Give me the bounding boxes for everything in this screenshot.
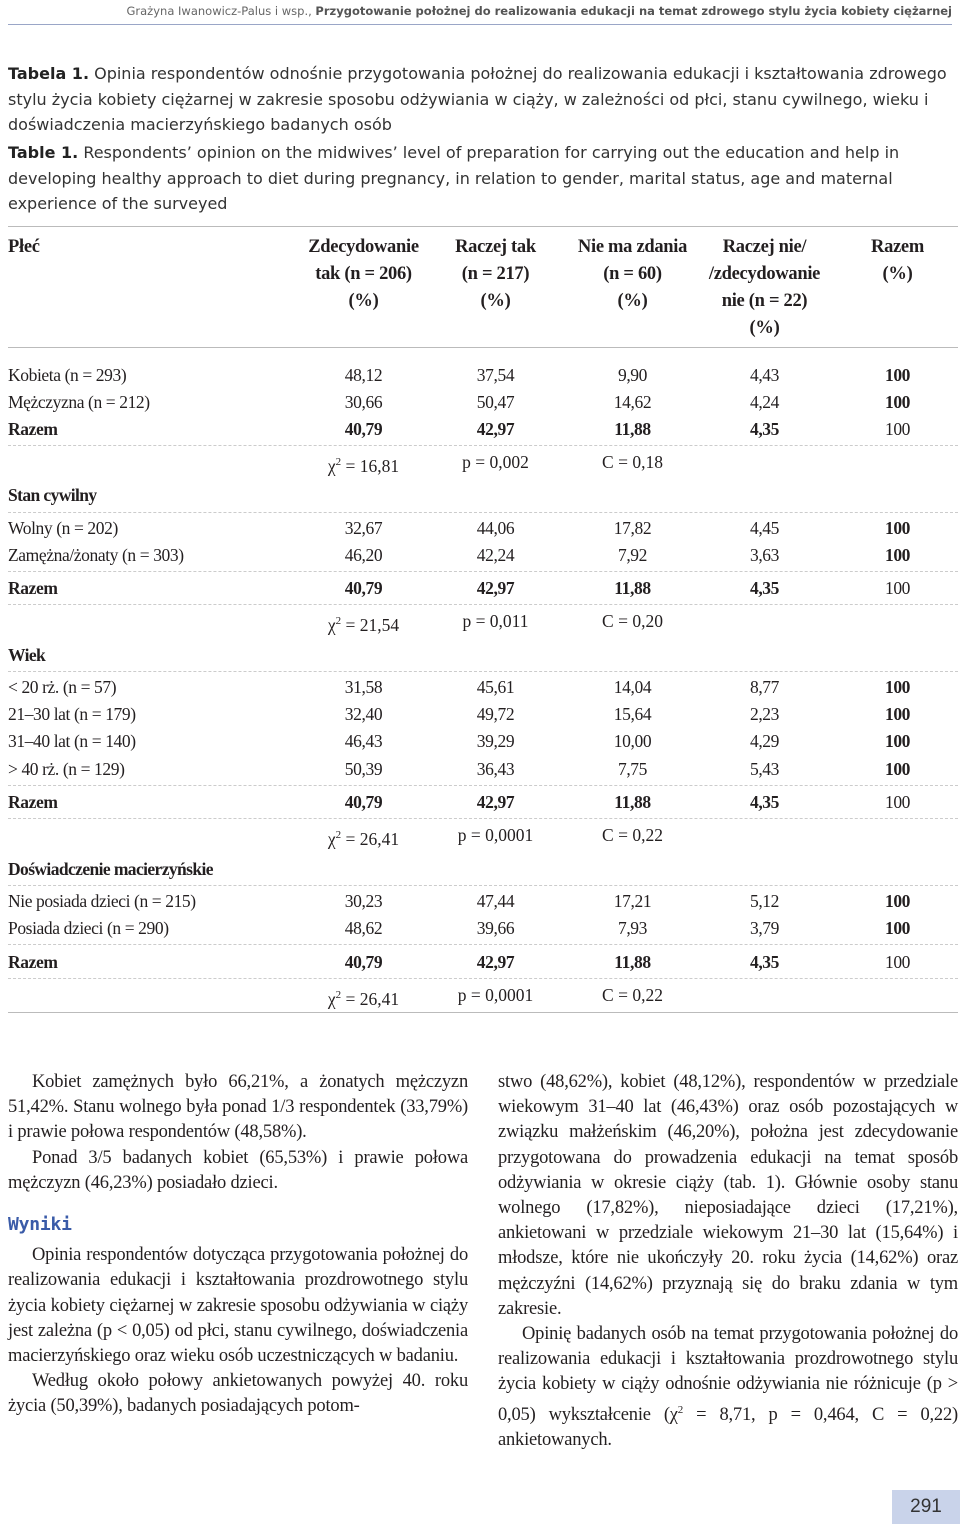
table-row (0, 362, 960, 389)
row-divider (8, 445, 958, 446)
section-marital-status: Stan cywilny (8, 485, 97, 505)
running-head (8, 0, 952, 25)
c-value: C = 0,22 (602, 825, 663, 845)
cell: 17,82 (613, 518, 652, 538)
cell: 100 (884, 731, 911, 751)
cell: 39,66 (476, 918, 515, 938)
body-column-left (8, 1070, 468, 1420)
caption-pl-text: Opinia respondentów odnośnie przygotowania położnej do realizowania edukacji i kształtowania zdrowego stylu życia kobiety ciężarnej w zakresie sposobu odżywiania w ciąży, w zależności od płci, stanu cywilnego, wieku i doświadczenia macierzyńskiego badanych osób (8, 64, 947, 134)
cell: 100 (884, 759, 911, 779)
p-value: p = 0,002 (462, 452, 529, 472)
row-label: Posiada dzieci (n = 290) (8, 918, 169, 938)
header-line: Nie ma zdania (577, 237, 688, 257)
table-top-rule (8, 226, 958, 227)
cell: 40,79 (344, 792, 383, 812)
paragraph: Ponad 3/5 badanych kobiet (65,53%) i prawie połowa mężczyzn (46,23%) posiadało dzieci. (8, 1147, 468, 1193)
row-label: Razem (8, 952, 58, 972)
cell: 10,00 (613, 731, 652, 751)
table-caption-pl (8, 61, 956, 138)
header-line: (n = 217) (461, 264, 530, 284)
cell: 40,79 (344, 578, 383, 598)
row-divider (8, 785, 958, 786)
cell: 100 (884, 704, 911, 724)
cell: 4,24 (749, 392, 780, 412)
header-gender: Płeć (8, 237, 40, 257)
cell: 100 (884, 891, 911, 911)
header-line: (n = 60) (603, 264, 662, 284)
p-value: p = 0,011 (462, 611, 529, 631)
p-value: p = 0,0001 (457, 985, 534, 1005)
cell: 3,79 (749, 918, 780, 938)
table-row-total (0, 949, 960, 976)
chi-symbol: χ (327, 828, 336, 849)
cell: 42,97 (476, 578, 515, 598)
cell: 100 (884, 792, 911, 812)
table-row (0, 674, 960, 701)
cell: 7,92 (617, 545, 648, 565)
cell: 37,54 (476, 365, 515, 385)
row-label: Razem (8, 792, 58, 812)
section-heading-results: Wyniki (8, 1214, 72, 1236)
cell: 49,72 (476, 704, 515, 724)
chi-sup: 2 (335, 615, 342, 627)
cell: 46,43 (344, 731, 383, 751)
cell: 4,35 (749, 952, 780, 972)
running-head-authors: Grażyna Iwanowicz-Palus i wsp., (126, 4, 312, 18)
cell: 4,45 (749, 518, 780, 538)
chi-square (316, 449, 411, 480)
table-row (0, 701, 960, 728)
cell: 42,97 (476, 952, 515, 972)
cell: 100 (884, 419, 911, 439)
marital-stats-row (0, 608, 960, 635)
cell: 5,43 (749, 759, 780, 779)
header-line: /zdecydowanie (708, 264, 821, 284)
row-label: Wolny (n = 202) (8, 518, 118, 538)
cell: 42,97 (476, 419, 515, 439)
chi-sup: 2 (677, 1403, 684, 1416)
cell: 5,12 (749, 891, 780, 911)
header-line: (%) (480, 291, 511, 311)
row-label: Nie posiada dzieci (n = 215) (8, 891, 196, 911)
table-row (0, 728, 960, 755)
header-line: (%) (749, 318, 780, 338)
c-value: C = 0,20 (602, 611, 663, 631)
paragraph: Kobiet zamężnych było 66,21%, a żonatych mężczyzn 51,42%. Stanu wolnego była ponad 1/3 respondentek (33,79%) i prawie połowa respondentów (48,58%). (8, 1072, 468, 1143)
cell: 40,79 (344, 419, 383, 439)
header-line: tak (n = 206) (315, 264, 412, 284)
row-label: > 40 rż. (n = 129) (8, 759, 125, 779)
chi-symbol: χ (327, 614, 336, 635)
row-label: 31–40 lat (n = 140) (8, 731, 136, 751)
table-bottom-rule (8, 1012, 958, 1013)
chi-sup: 2 (335, 829, 342, 841)
c-value: C = 0,22 (602, 985, 663, 1005)
header-definitely-yes (296, 234, 431, 315)
cell: 40,79 (344, 952, 383, 972)
paragraph-part: Opinię badanych osób na temat przygotowania położnej do realizowania edukacji i kształtowania prozdrowotnego stylu życia kobiety w ciąży odnośnie odżywiania nie różnicuje (p > 0,05) wykształcenie (χ (498, 1324, 958, 1425)
cell: 3,63 (749, 545, 780, 565)
header-line: Raczej nie/ (722, 237, 807, 257)
paragraph-part: = 8,71, p = 0,464, C = 0,22) ankietowanych. (498, 1404, 958, 1450)
table-row-total (0, 416, 960, 443)
chi-square (316, 822, 411, 853)
chi-square (316, 982, 411, 1013)
cell: 45,61 (476, 677, 515, 697)
cell: 4,43 (749, 365, 780, 385)
gender-stats-row (0, 449, 960, 476)
cell: 100 (884, 578, 911, 598)
cell: 100 (884, 365, 911, 385)
cell: 48,62 (344, 918, 383, 938)
cell: 50,47 (476, 392, 515, 412)
body-column-right (498, 1070, 958, 1453)
row-divider (8, 818, 958, 819)
cell: 42,24 (476, 545, 515, 565)
table-row (0, 756, 960, 783)
table-row (0, 542, 960, 569)
paragraph: stwo (48,62%), kobiet (48,12%), respondentów w przedziale wiekowym 31–40 lat (46,43%) oraz osób pozostających w związku małżeńskim (46,20%), położna jest zdecydowanie przygotowana do prowadzenia edukacji na temat sposób odżywiania w okresie ciąży (tab. 1). Głównie osoby stanu wolnego (17,82%), nieposiadające dzieci (17,21%), ankietowani w przedziale wiekowym 21–30 lat (15,64%) i młodsze, które nie ukończyły 20. roku życia (14,62%) oraz mężczyźni (14,62%) przyznają się do braku zdania w tym zakresie. (498, 1072, 958, 1319)
header-rather-yes (433, 234, 558, 315)
chi-value: = 26,41 (341, 828, 400, 849)
row-divider (8, 671, 958, 672)
cell: 44,06 (476, 518, 515, 538)
age-stats-row (0, 822, 960, 849)
cell: 4,35 (749, 419, 780, 439)
row-divider (8, 944, 958, 945)
cell: 4,35 (749, 792, 780, 812)
cell: 32,40 (344, 704, 383, 724)
cell: 8,77 (749, 677, 780, 697)
table-caption-en (8, 140, 956, 217)
cell: 48,12 (344, 365, 383, 385)
cell: 39,29 (476, 731, 515, 751)
header-line: Zdecydowanie (308, 237, 419, 257)
chi-sup: 2 (335, 989, 342, 1001)
cell: 100 (884, 918, 911, 938)
p-value: p = 0,0001 (457, 825, 534, 845)
cell: 100 (884, 545, 911, 565)
row-label: Zamężna/żonaty (n = 303) (8, 545, 184, 565)
header-line: nie (n = 22) (721, 291, 808, 311)
table-row (0, 515, 960, 542)
chi-value: = 26,41 (341, 988, 400, 1009)
table-row (0, 915, 960, 942)
header-total (850, 234, 945, 288)
cell: 15,64 (613, 704, 652, 724)
paragraph: Według około połowy ankietowanych powyżej 40. roku życia (50,39%), badanych posiadających potom- (8, 1371, 468, 1417)
cell: 2,23 (749, 704, 780, 724)
header-line: (%) (348, 291, 379, 311)
cell: 4,29 (749, 731, 780, 751)
row-label: Mężczyzna (n = 212) (8, 392, 150, 412)
header-rather-no (697, 234, 832, 342)
cell: 14,04 (613, 677, 652, 697)
maternal-stats-row (0, 982, 960, 1009)
row-divider (8, 512, 958, 513)
table-header-rule (8, 347, 958, 348)
table-row-total (0, 575, 960, 602)
header-line: Raczej tak (455, 237, 536, 257)
cell: 50,39 (344, 759, 383, 779)
cell: 32,67 (344, 518, 383, 538)
cell: 100 (884, 677, 911, 697)
section-age: Wiek (8, 645, 46, 665)
row-label: Razem (8, 419, 58, 439)
chi-sup: 2 (335, 456, 342, 468)
page-number: 291 (892, 1490, 960, 1524)
chi-square (316, 608, 411, 639)
cell: 46,20 (344, 545, 383, 565)
table-row (0, 389, 960, 416)
paragraph: Opinia respondentów dotycząca przygotowania położnej do realizowania edukacji i kształtowania prozdrowotnego stylu życia kobiety ciężarnej w zakresie sposobu odżywiania w ciąży jest zależna (p < 0,05) od płci, stanu cywilnego, doświadczenia macierzyńskiego oraz wieku osób uczestniczących w badaniu. (8, 1245, 468, 1367)
chi-symbol: χ (327, 988, 336, 1009)
cell: 31,58 (344, 677, 383, 697)
section-maternal-experience: Doświadczenie macierzyńskie (8, 859, 213, 879)
chi-symbol: χ (327, 455, 336, 476)
chi-value: = 21,54 (341, 614, 400, 635)
row-label: 21–30 lat (n = 179) (8, 704, 136, 724)
cell: 11,88 (614, 792, 651, 812)
caption-pl-label: Tabela 1. (8, 64, 90, 83)
header-line: Razem (871, 237, 924, 257)
cell: 11,88 (614, 578, 651, 598)
cell: 30,23 (344, 891, 383, 911)
cell: 100 (884, 518, 911, 538)
running-head-title: Przygotowanie położnej do realizowania edukacji na temat zdrowego stylu życia kobiety ciężarnej (315, 4, 952, 18)
row-divider (8, 978, 958, 979)
cell: 9,90 (617, 365, 648, 385)
row-divider (8, 885, 958, 886)
chi-value: = 16,81 (341, 455, 400, 476)
caption-en-text: Respondents’ opinion on the midwives’ level of preparation for carrying out the education and help in developing healthy approach to diet during pregnancy, in relation to gender, marital status, age and maternal experience of the surveyed (8, 143, 900, 213)
cell: 14,62 (613, 392, 652, 412)
cell: 7,93 (617, 918, 648, 938)
cell: 11,88 (614, 952, 651, 972)
caption-en-label: Table 1. (8, 143, 79, 162)
cell: 47,44 (476, 891, 515, 911)
cell: 100 (884, 952, 911, 972)
cell: 17,21 (613, 891, 652, 911)
table-row-total (0, 789, 960, 816)
header-no-opinion (565, 234, 700, 315)
cell: 100 (884, 392, 911, 412)
c-value: C = 0,18 (602, 452, 663, 472)
row-label: Razem (8, 578, 58, 598)
cell: 7,75 (617, 759, 648, 779)
cell: 30,66 (344, 392, 383, 412)
cell: 36,43 (476, 759, 515, 779)
cell: 4,35 (749, 578, 780, 598)
cell: 11,88 (614, 419, 651, 439)
row-label: < 20 rż. (n = 57) (8, 677, 117, 697)
paragraph (498, 1322, 958, 1453)
row-divider (8, 604, 958, 605)
row-label: Kobieta (n = 293) (8, 365, 127, 385)
header-line: (%) (617, 291, 648, 311)
cell: 42,97 (476, 792, 515, 812)
header-line: (%) (882, 264, 913, 284)
table-row (0, 888, 960, 915)
row-divider (8, 571, 958, 572)
